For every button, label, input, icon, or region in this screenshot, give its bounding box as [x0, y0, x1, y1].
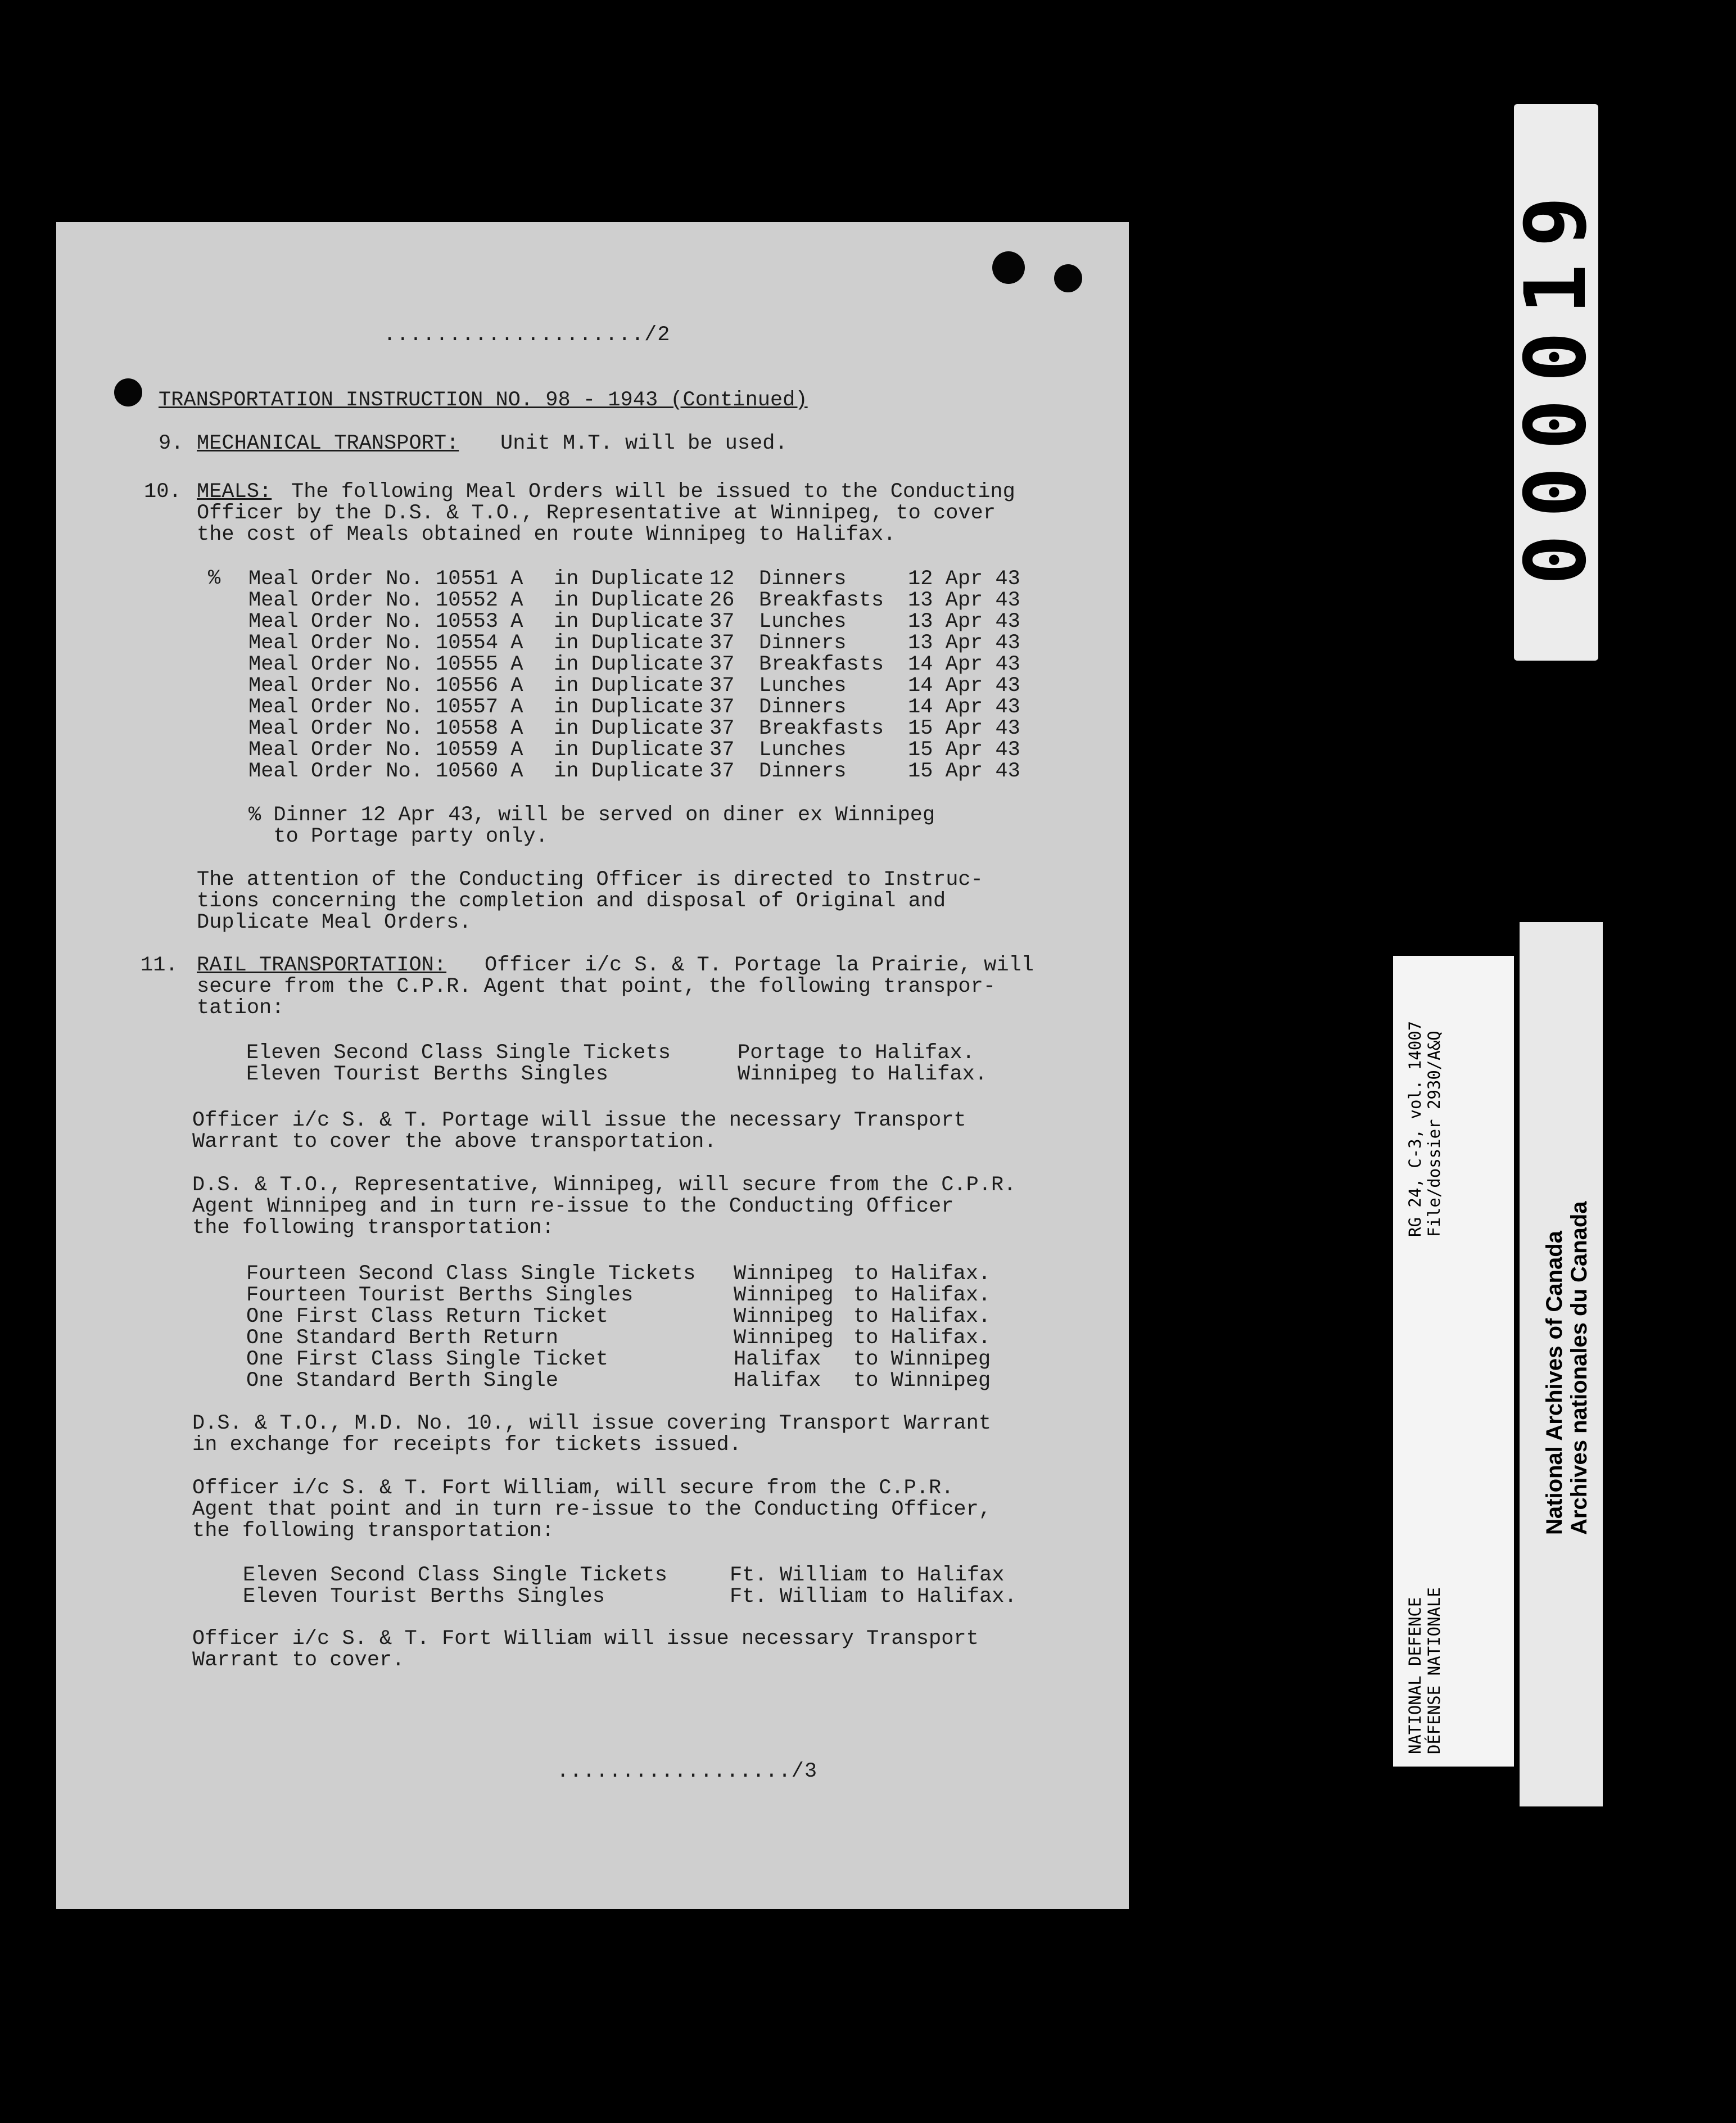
meal-order-meal: Dinners — [759, 760, 847, 783]
winnipeg-ticket-item: Fourteen Second Class Single Tickets — [246, 1262, 696, 1286]
fortwilliam-ticket-route: Ft. William to Halifax. — [730, 1585, 1017, 1609]
department-line: NATIONAL DEFENCE — [1405, 1597, 1425, 1754]
meal-attention-line: The attention of the Conducting Officer is directed to Instruc- — [197, 868, 983, 892]
meal-order-label: Meal Order No. 10557 A — [248, 695, 523, 719]
archives-name-line: National Archives of Canada — [1542, 1231, 1567, 1535]
winnipeg-ticket-to: to Halifax. — [853, 1305, 991, 1329]
winnipeg-ticket-to: to Halifax. — [853, 1284, 991, 1307]
meal-order-qty: 37 — [709, 738, 735, 762]
meal-order-label: Meal Order No. 10551 A — [248, 567, 523, 591]
meal-footnote-line: to Portage party only. — [248, 825, 548, 848]
punch-hole-left — [114, 378, 142, 406]
meal-order-meal: Breakfasts — [759, 589, 884, 612]
meal-order-copy: in Duplicate — [554, 717, 704, 740]
meal-order-label: Meal Order No. 10558 A — [248, 717, 523, 740]
section-11-intro-line: secure from the C.P.R. Agent that point, the following transpor- — [197, 975, 996, 999]
meal-order-date: 14 Apr 43 — [908, 695, 1020, 719]
section-10-number: 10. — [144, 480, 182, 504]
punch-hole-right-1 — [992, 251, 1025, 284]
section-10-intro-line: Officer by the D.S. & T.O., Representative at Winnipeg, to cover — [197, 502, 996, 525]
meal-order-qty: 37 — [709, 631, 735, 655]
meal-order-date: 15 Apr 43 — [908, 738, 1020, 762]
archive-reference-label — [1393, 956, 1514, 1767]
meal-order-label: Meal Order No. 10556 A — [248, 674, 523, 698]
meal-order-copy: in Duplicate — [554, 738, 704, 762]
fortwilliam-ticket-item: Eleven Second Class Single Tickets — [243, 1564, 667, 1587]
meal-order-label: Meal Order No. 10554 A — [248, 631, 523, 655]
document-title: TRANSPORTATION INSTRUCTION NO. 98 - 1943 (Continued) — [159, 389, 808, 412]
page-marker-top: ..................../2 — [383, 323, 671, 347]
meal-order-copy: in Duplicate — [554, 631, 704, 655]
winnipeg-ticket-item: One Standard Berth Single — [246, 1369, 559, 1393]
meal-order-date: 13 Apr 43 — [908, 589, 1020, 612]
portage-warrant-line: Warrant to cover the above transportation. — [192, 1130, 717, 1154]
meal-order-meal: Lunches — [759, 674, 847, 698]
department-line: DÉFENSE NATIONALE — [1425, 1587, 1444, 1754]
meal-attention-line: Duplicate Meal Orders. — [197, 911, 472, 934]
winnipeg-intro-line: the following transportation: — [192, 1216, 554, 1240]
meal-order-date: 15 Apr 43 — [908, 760, 1020, 783]
meal-order-label: Meal Order No. 10552 A — [248, 589, 523, 612]
meal-attention-line: tions concerning the completion and disposal of Original and — [197, 889, 946, 913]
section-11-heading: RAIL TRANSPORTATION: — [197, 954, 447, 977]
meal-order-copy: in Duplicate — [554, 674, 704, 698]
portage-warrant-line: Officer i/c S. & T. Portage will issue the necessary Transport — [192, 1109, 966, 1132]
meal-order-meal: Dinners — [759, 631, 847, 655]
meal-order-qty: 37 — [709, 717, 735, 740]
meal-order-qty: 37 — [709, 695, 735, 719]
frame-number-stamp — [1507, 104, 1605, 661]
meal-order-qty: 26 — [709, 589, 735, 612]
meal-order-label: Meal Order No. 10560 A — [248, 760, 523, 783]
winnipeg-intro-line: D.S. & T.O., Representative, Winnipeg, will secure from the C.P.R. — [192, 1173, 1016, 1197]
winnipeg-intro-line: Agent Winnipeg and in turn re-issue to the Conducting Officer — [192, 1195, 954, 1218]
winnipeg-ticket-to: to Halifax. — [853, 1262, 991, 1286]
section-10-heading: MEALS: — [197, 480, 272, 504]
document-page — [56, 222, 1129, 1909]
meal-order-meal: Breakfasts — [759, 717, 884, 740]
section-9-heading: MECHANICAL TRANSPORT: — [197, 432, 459, 455]
section-10-intro-line: the cost of Meals obtained en route Winnipeg to Halifax. — [197, 523, 896, 546]
meal-order-date: 14 Apr 43 — [908, 653, 1020, 676]
fortwilliam-warrant-line: Warrant to cover. — [192, 1648, 405, 1672]
meal-order-qty: 37 — [709, 653, 735, 676]
portage-ticket-route: Winnipeg to Halifax. — [738, 1063, 988, 1086]
punch-hole-right-2 — [1054, 264, 1082, 292]
meal-order-copy: in Duplicate — [554, 760, 704, 783]
page-marker-bottom: ................../3 — [557, 1760, 818, 1783]
section-11-number: 11. — [141, 954, 178, 977]
reference-line: File/dossier 2930/A&Q — [1425, 1031, 1444, 1237]
md10-line: D.S. & T.O., M.D. No. 10., will issue covering Transport Warrant — [192, 1412, 992, 1435]
winnipeg-ticket-to: to Winnipeg — [853, 1348, 991, 1371]
winnipeg-ticket-from: Winnipeg — [734, 1262, 834, 1286]
meal-order-copy: in Duplicate — [554, 695, 704, 719]
meal-order-meal: Lunches — [759, 610, 847, 634]
meal-order-label: Meal Order No. 10555 A — [248, 653, 523, 676]
fortwilliam-ticket-item: Eleven Tourist Berths Singles — [243, 1585, 605, 1609]
winnipeg-ticket-to: to Halifax. — [853, 1326, 991, 1350]
meal-order-label: Meal Order No. 10559 A — [248, 738, 523, 762]
portage-ticket-route: Portage to Halifax. — [738, 1041, 975, 1065]
winnipeg-ticket-item: One First Class Single Ticket — [246, 1348, 608, 1371]
meal-footnote-line: % Dinner 12 Apr 43, will be served on diner ex Winnipeg — [248, 803, 935, 827]
winnipeg-ticket-to: to Winnipeg — [853, 1369, 991, 1393]
fortwilliam-intro-line: the following transportation: — [192, 1519, 554, 1543]
meal-order-qty: 37 — [709, 610, 735, 634]
meal-order-date: 12 Apr 43 — [908, 567, 1020, 591]
section-11-intro-line: tation: — [197, 996, 284, 1020]
meal-order-copy: in Duplicate — [554, 567, 704, 591]
winnipeg-ticket-from: Halifax — [734, 1348, 821, 1371]
meal-order-copy: in Duplicate — [554, 589, 704, 612]
portage-ticket-item: Eleven Second Class Single Tickets — [246, 1041, 671, 1065]
meal-order-label: Meal Order No. 10553 A — [248, 610, 523, 634]
section-11-intro-line: Officer i/c S. & T. Portage la Prairie, will — [485, 954, 1034, 977]
meal-order-qty: 37 — [709, 674, 735, 698]
section-9-number: 9. — [159, 432, 184, 455]
winnipeg-ticket-item: One First Class Return Ticket — [246, 1305, 608, 1329]
section-9-text: Unit M.T. will be used. — [500, 432, 788, 455]
meal-order-meal: Dinners — [759, 695, 847, 719]
winnipeg-ticket-from: Winnipeg — [734, 1305, 834, 1329]
fortwilliam-intro-line: Officer i/c S. & T. Fort William, will secure from the C.P.R. — [192, 1476, 954, 1500]
frame-number: 000019 — [1507, 179, 1605, 585]
winnipeg-ticket-item: One Standard Berth Return — [246, 1326, 559, 1350]
meal-order-date: 14 Apr 43 — [908, 674, 1020, 698]
meal-order-date: 15 Apr 43 — [908, 717, 1020, 740]
section-10-intro-line: The following Meal Orders will be issued to the Conducting — [291, 480, 1015, 504]
archives-name-line: Archives nationales du Canada — [1567, 1201, 1592, 1535]
archives-name-label — [1520, 922, 1603, 1806]
fortwilliam-ticket-route: Ft. William to Halifax — [730, 1564, 1005, 1587]
md10-line: in exchange for receipts for tickets issued. — [192, 1433, 742, 1457]
meal-order-qty: 37 — [709, 760, 735, 783]
winnipeg-ticket-from: Halifax — [734, 1369, 821, 1393]
meal-orders-marker: % — [208, 567, 221, 590]
winnipeg-ticket-from: Winnipeg — [734, 1284, 834, 1307]
fortwilliam-warrant-line: Officer i/c S. & T. Fort William will issue necessary Transport — [192, 1627, 979, 1651]
meal-order-date: 13 Apr 43 — [908, 610, 1020, 634]
winnipeg-ticket-from: Winnipeg — [734, 1326, 834, 1350]
meal-order-copy: in Duplicate — [554, 653, 704, 676]
meal-order-meal: Breakfasts — [759, 653, 884, 676]
meal-order-date: 13 Apr 43 — [908, 631, 1020, 655]
meal-order-qty: 12 — [709, 567, 735, 591]
fortwilliam-intro-line: Agent that point and in turn re-issue to the Conducting Officer, — [192, 1498, 992, 1521]
meal-order-copy: in Duplicate — [554, 610, 704, 634]
portage-ticket-item: Eleven Tourist Berths Singles — [246, 1063, 608, 1086]
meal-order-meal: Lunches — [759, 738, 847, 762]
reference-line: RG 24, C-3, vol. 14007 — [1405, 1020, 1425, 1237]
winnipeg-ticket-item: Fourteen Tourist Berths Singles — [246, 1284, 634, 1307]
meal-order-meal: Dinners — [759, 567, 847, 591]
